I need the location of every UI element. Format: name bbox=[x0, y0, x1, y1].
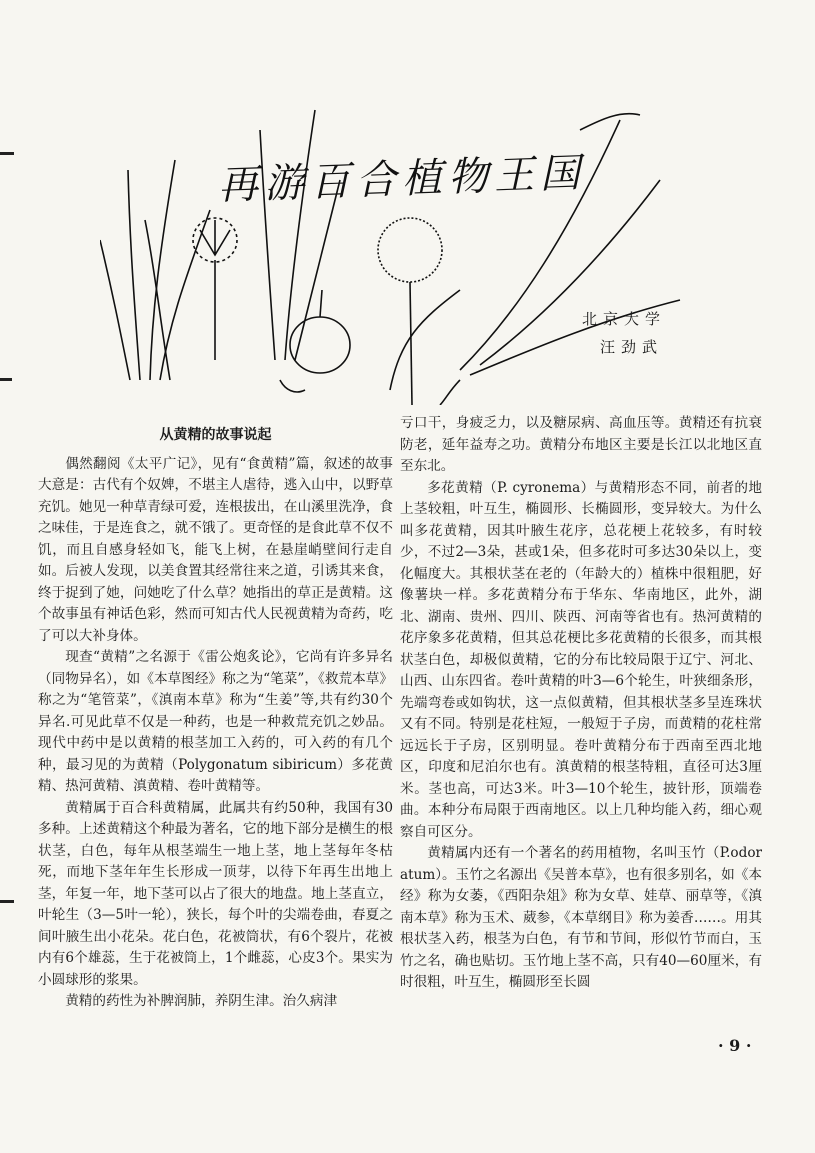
paragraph: 偶然翻阅《太平广记》，见有“食黄精”篇，叙述的故事大意是：古代有个奴婢，不堪主人虐待，逃入山中，以野草充饥。她见一种草青绿可爱，连根拔出，在山溪里洗净，食之味佳，于是连食之，就不饿了。更奇怪的是食此草不仅不饥，而且自感身轻如飞，能飞上树，在悬崖峭壁间行走自如。后被人发现，以美食置其经常往来之道，引诱其来食，终于捉到了她，问她吃了什么草？她指出的草正是黄精。这个故事虽有神话色彩，然而可知古代人民视黄精为奇药，吃了可以大补身体。 bbox=[38, 455, 393, 644]
paragraph: 黄精的药性为补脾润肺，养阴生津。治久病津 bbox=[65, 993, 338, 1009]
article-title: 再游百合植物王国 bbox=[217, 150, 587, 209]
paragraph: 亏口干，身疲乏力，以及糖尿病、高血压等。黄精还有抗衰防老，延年益寿之功。黄精分布地区主要是长江以北地区直至东北。 bbox=[400, 415, 762, 474]
plant-illustration bbox=[100, 90, 700, 405]
left-column bbox=[38, 425, 393, 1013]
margin-mark bbox=[0, 900, 14, 903]
margin-mark bbox=[0, 152, 14, 155]
allium-flower-drawing bbox=[378, 218, 460, 405]
page-number: · 9 · bbox=[718, 1036, 752, 1055]
section-heading: 从黄精的故事说起 bbox=[159, 427, 272, 443]
right-column bbox=[400, 413, 762, 994]
paragraph: 现查“黄精”之名源于《雷公炮炙论》，它尚有许多异名（同物异名），如《本草图经》称之为“笔菜”，《救荒本草》称之为“笔管菜”，《滇南本草》称为“生姜”等,共有约30个异名.可见此草不仅是一种药，也是一种救荒充饥之妙品。现代中药中是以黄精的根茎加工入药的，可入药的有几个种，最习见的为黄精（Polygonatum sibiricum）多花黄精、热河黄精、滇黄精、卷叶黄精等。 bbox=[38, 649, 393, 794]
author-affiliation: 北京大学 bbox=[582, 310, 667, 328]
margin-mark bbox=[0, 378, 12, 381]
paragraph: 黄精属于百合科黄精属，此属共有约50种，我国有30多种。上述黄精这个种最为著名，它的地下部分是横生的根状茎，白色，每年从根茎端生一地上茎，地上茎每年冬枯死，而地下茎年年生长形成一顶芽，以待下年再生出地上茎，年复一年，地下茎可以占了很大的地盘。地上茎直立，叶轮生（3—5叶一轮），狭长，每个叶的尖端卷曲，春夏之间叶腋生出小花朵。花白色，花被筒状，有6个裂片，花被内有6个雄蕊，生于花被筒上，1个雌蕊，心皮3个。果实为小圆球形的浆果。 bbox=[38, 799, 393, 988]
paragraph: 多花黄精（P. cyronema）与黄精形态不同，前者的地上茎较粗，叶互生，椭圆形、长椭圆形，变异较大。为什么叫多花黄精，因其叶腋生花序，总花梗上花较多，有时较少，不过2—3朵，甚或1朵，但多花时可多达30朵以上，变化幅度大。其根状茎在老的（年龄大的）植株中很粗肥，好像薯块一样。多花黄精分布于华东、华南地区，此外，湖北、湖南、贵州、四川、陕西、河南等省也有。热河黄精的花序象多花黄精，但其总花梗比多花黄精的长很多，而其根状茎白色，却极似黄精，它的分布比较局限于辽宁、河北、山西、山东四省。卷叶黄精的叶3—6个轮生，叶狭细条形，先端弯卷或如钩状，这一点似黄精，但其根状茎多呈连珠状又有不同。特别是花柱短，一般短于子房，而黄精的花柱常远远长于子房，区别明显。卷叶黄精分布于西南至西北地区，印度和尼泊尔也有。滇黄精的根茎特粗，直径可达3厘米。茎也高，可达3米。叶3—10个轮生，披针形，顶端卷曲。本种分布局限于西南地区。以上几种均能入药，细心观察自可区分。 bbox=[400, 479, 762, 840]
grass-leaves-drawing bbox=[100, 160, 210, 380]
author-name: 汪劲武 bbox=[600, 338, 664, 356]
paragraph: 黄精属内还有一个著名的药用植物，名叫玉竹（P.odoratum）。玉竹之名源出《吴普本草》，也有很多别名，如《本经》称为女萎，《西阳杂俎》称为女草、娃草、丽草等，《滇南本草》称为玉术、葳参，《本草纲目》称为姜香……。用其根状茎入药，根茎为白色，有节和节间，形似竹节而白，玉竹之名，确也贴切。玉竹地上茎不高，只有40—60厘米，有时很粗，叶互生，椭圆形至长圆 bbox=[400, 845, 762, 990]
